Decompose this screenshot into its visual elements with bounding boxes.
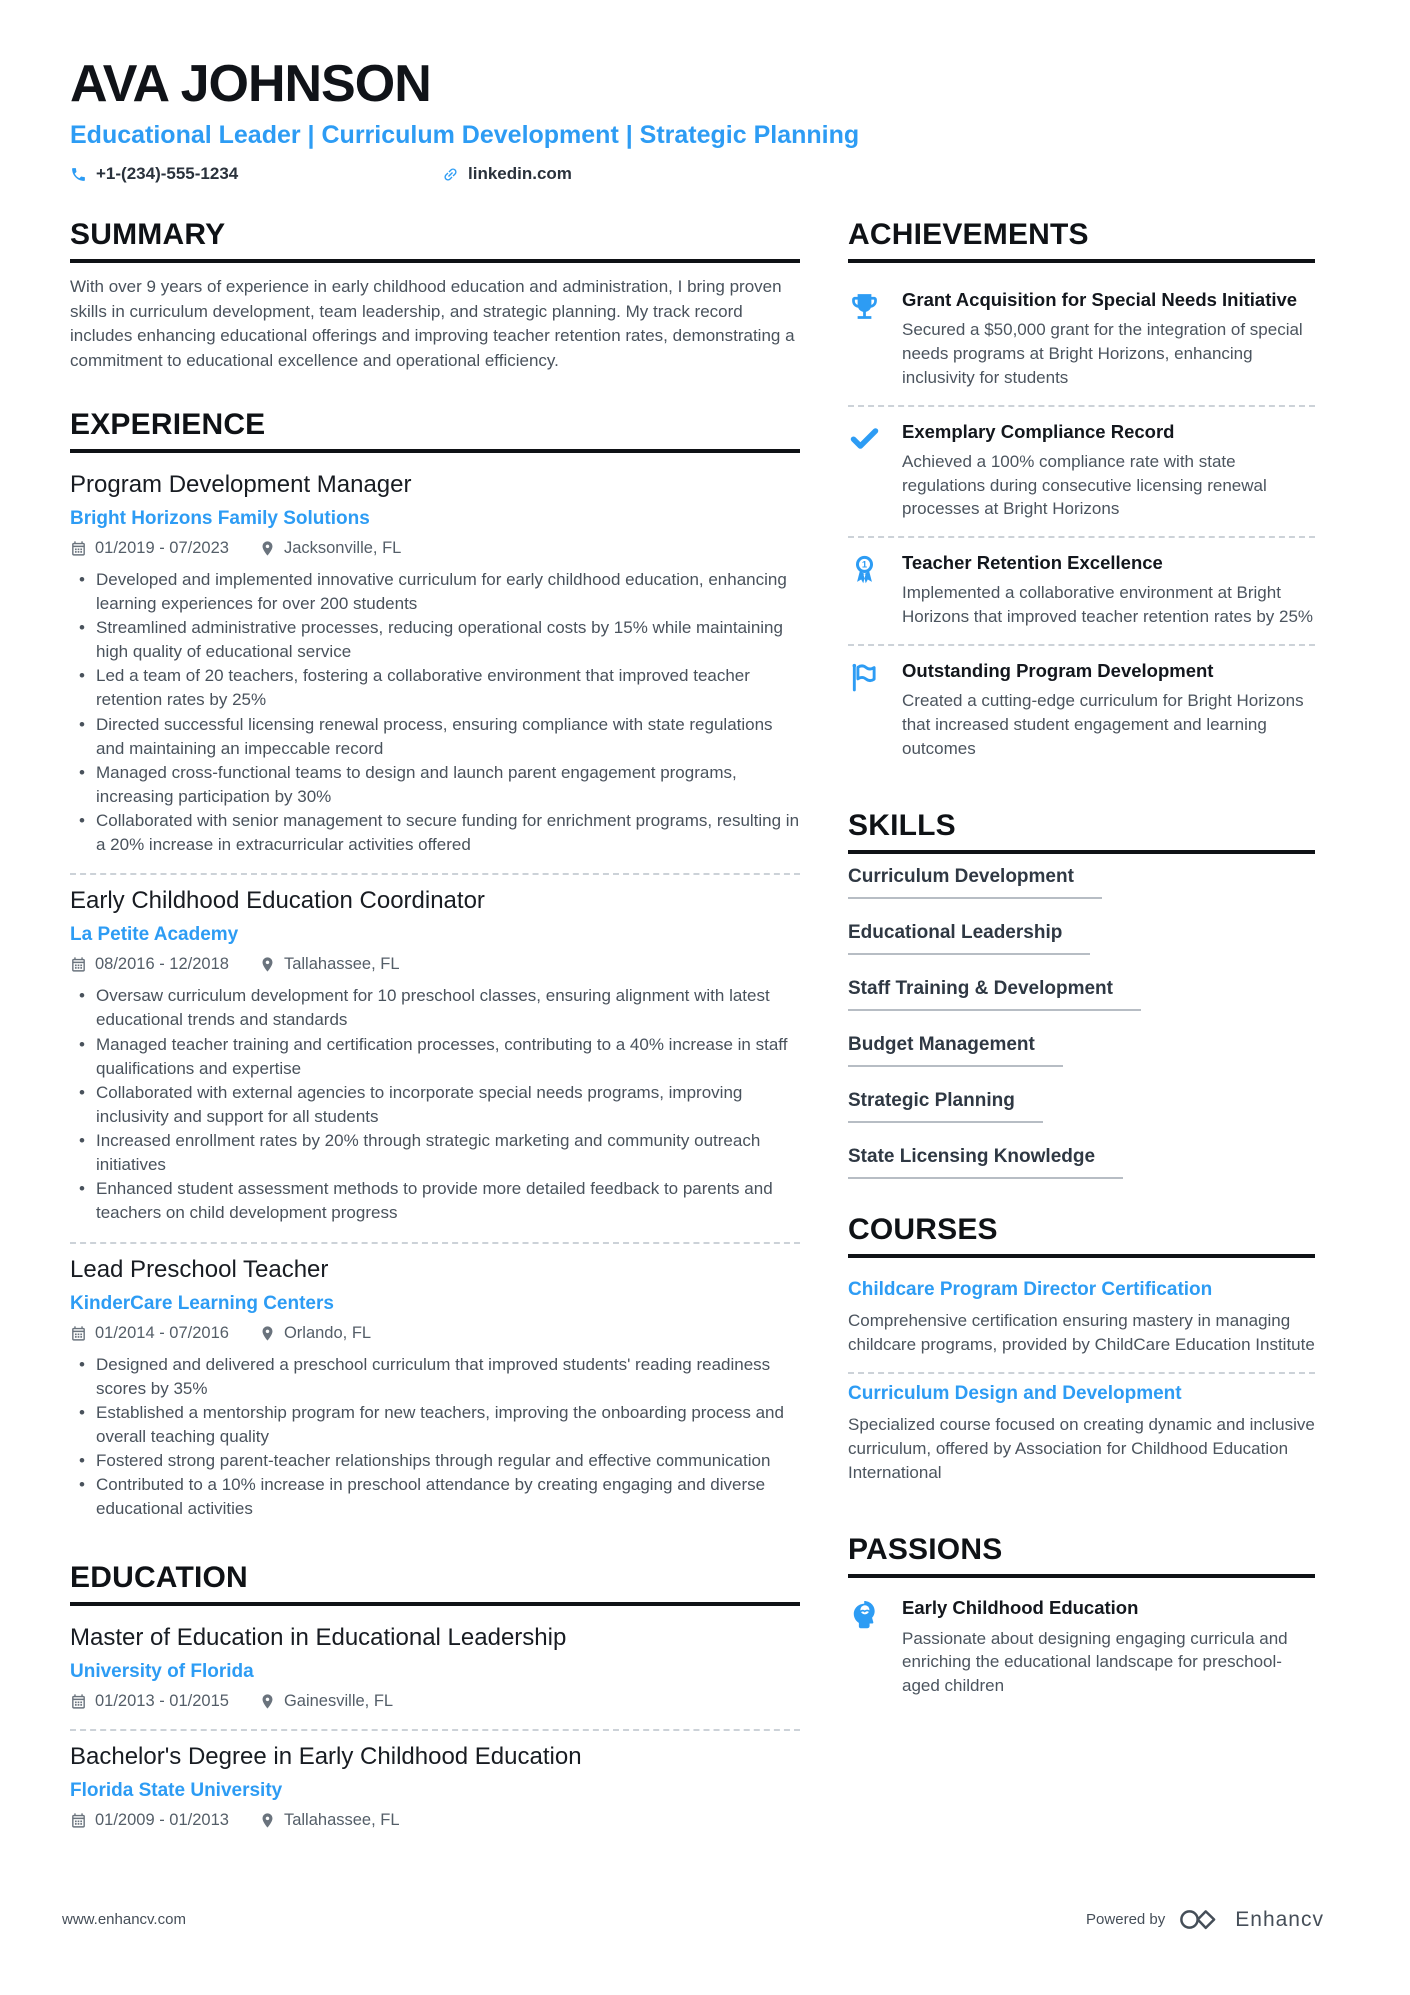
degree-location [259, 1811, 400, 1830]
powered-by-label: Powered by [1086, 1911, 1166, 1928]
achievement-item [848, 407, 1315, 539]
passions-heading: PASSIONS [848, 1533, 1315, 1578]
medal-icon [848, 551, 884, 629]
location-icon [259, 540, 276, 557]
experience-heading: EXPERIENCE [70, 408, 800, 453]
degree-location-text: Gainesville, FL [283, 1692, 394, 1711]
job-meta [70, 1324, 800, 1343]
achievements-section [848, 218, 1315, 775]
job-bullet: • Oversaw curriculum development for 10 preschool classes, ensuring alignment with latest educational trends and standards [70, 984, 800, 1032]
calendar-icon [70, 956, 87, 973]
job-location [259, 955, 400, 974]
calendar-icon [70, 1812, 87, 1829]
job-bullet: • Contributed to a 10% increase in preschool attendance by creating engaging and diverse educational activities [70, 1473, 800, 1521]
passion-body [902, 1596, 1315, 1698]
skills-section [848, 809, 1315, 1179]
course-title: Childcare Program Director Certification [848, 1279, 1213, 1301]
experience-section [70, 408, 800, 1528]
location-icon [259, 1812, 276, 1829]
candidate-title: Educational Leader | Curriculum Development | Strategic Planning [70, 121, 860, 150]
powered-by-enhancv[interactable] [1086, 1906, 1324, 1933]
job-bullets [70, 984, 800, 1225]
enhancv-brand-name: Enhancv [1235, 1907, 1324, 1931]
job-location-text: Orlando, FL [283, 1323, 372, 1342]
job-entry [70, 875, 800, 1243]
degree-dates [70, 1811, 229, 1830]
job-bullet: • Managed cross-functional teams to design and launch parent engagement programs, increasing participation by 30% [70, 761, 800, 809]
job-location [259, 539, 401, 558]
calendar-icon [70, 1325, 87, 1342]
degree-title: Master of Education in Educational Leadership [70, 1624, 567, 1652]
trophy-icon [848, 288, 884, 390]
achievement-title: Outstanding Program Development [902, 659, 1214, 681]
course-item [848, 1374, 1315, 1499]
job-bullet: • Collaborated with external agencies to incorporate special needs programs, improving inclusivity and support for all students [70, 1081, 800, 1129]
achievement-body [902, 659, 1315, 761]
resume-header [0, 0, 1410, 184]
skill-item: Staff Training & Development [848, 978, 1141, 1011]
job-bullet: • Managed teacher training and certification processes, contributing to a 40% increase in staff qualifications and expertise [70, 1033, 800, 1081]
degree-school: Florida State University [70, 1780, 283, 1802]
skill-item: State Licensing Knowledge [848, 1146, 1123, 1179]
degree-dates-text: 01/2013 - 01/2015 [95, 1692, 229, 1711]
enhancv-logo [1179, 1906, 1221, 1933]
skill-item: Curriculum Development [848, 866, 1102, 899]
passion-title: Early Childhood Education [902, 1597, 1139, 1619]
candidate-name: AVA JOHNSON [70, 55, 431, 113]
job-bullet: • Led a team of 20 teachers, fostering a collaborative environment that improved teacher retention rates by 25% [70, 664, 800, 712]
skill-item: Educational Leadership [848, 922, 1090, 955]
job-bullet: • Streamlined administrative processes, reducing operational costs by 15% while maintaining high quality of educational service [70, 616, 800, 664]
job-title: Program Development Manager [70, 470, 412, 498]
linkedin-text: linkedin.com [468, 164, 572, 184]
head-icon [848, 1596, 884, 1698]
degree-location [259, 1692, 393, 1711]
summary-heading: SUMMARY [70, 218, 800, 263]
job-bullet: • Fostered strong parent-teacher relationships through regular and effective communication [70, 1449, 800, 1473]
degree-meta [70, 1692, 800, 1711]
phone-number: +1-(234)-555-1234 [96, 164, 239, 184]
degree-school: University of Florida [70, 1661, 254, 1683]
course-title: Curriculum Design and Development [848, 1383, 1182, 1405]
passions-section [848, 1533, 1315, 1713]
achievement-body [902, 288, 1315, 390]
job-bullet: • Designed and delivered a preschool curriculum that improved students' reading readiness scores by 35% [70, 1353, 800, 1401]
job-entry [70, 1244, 800, 1528]
job-location-text: Jacksonville, FL [283, 538, 402, 557]
degree-entry [70, 1731, 800, 1838]
phone-contact[interactable] [70, 164, 442, 184]
check-icon [848, 420, 884, 522]
calendar-icon [70, 1693, 87, 1710]
course-description: Specialized course focused on creating dynamic and inclusive curriculum, offered by Association for Childhood Education International [848, 1415, 1315, 1482]
achievement-item [848, 275, 1315, 407]
education-section [70, 1561, 800, 1838]
job-company: KinderCare Learning Centers [70, 1292, 334, 1314]
job-company: La Petite Academy [70, 924, 239, 946]
achievement-body [902, 420, 1315, 522]
summary-section [70, 218, 800, 374]
job-bullet: • Developed and implemented innovative curriculum for early childhood education, enhancing learning experiences for over 200 students [70, 568, 800, 616]
achievement-description: Implemented a collaborative environment at Bright Horizons that improved teacher retention rates by 25% [902, 583, 1314, 627]
skill-item: Strategic Planning [848, 1090, 1043, 1123]
page-footer [62, 1906, 1324, 1933]
job-entry [70, 465, 800, 876]
left-column [70, 184, 800, 1838]
degree-entry [70, 1618, 800, 1731]
job-dates-text: 01/2019 - 07/2023 [95, 538, 229, 557]
location-icon [259, 1693, 276, 1710]
job-bullets [70, 568, 800, 858]
achievement-description: Created a cutting-edge curriculum for Bright Horizons that increased student engagement and learning outcomes [902, 691, 1304, 758]
job-location [259, 1324, 371, 1343]
job-dates [70, 1324, 229, 1343]
job-dates [70, 955, 229, 974]
job-dates [70, 539, 229, 558]
degree-dates-text: 01/2009 - 01/2013 [95, 1811, 229, 1830]
skill-item: Budget Management [848, 1034, 1063, 1067]
achievement-body [902, 551, 1315, 629]
achievement-title: Grant Acquisition for Special Needs Initiative [902, 289, 1298, 311]
job-bullet: • Established a mentorship program for new teachers, improving the onboarding process and overall teaching quality [70, 1401, 800, 1449]
education-heading: EDUCATION [70, 1561, 800, 1606]
enhancv-site-link[interactable]: www.enhancv.com [62, 1911, 186, 1928]
flag-icon [848, 659, 884, 761]
job-bullet: • Collaborated with senior management to secure funding for enrichment programs, resulting in a 20% increase in extracurricular activities offered [70, 809, 800, 857]
location-icon [259, 956, 276, 973]
job-title: Early Childhood Education Coordinator [70, 887, 485, 915]
degree-meta [70, 1811, 800, 1830]
linkedin-contact[interactable] [442, 164, 572, 184]
job-location-text: Tallahassee, FL [283, 955, 400, 974]
passion-description: Passionate about designing engaging curricula and enriching the educational landscape for preschool-aged children [902, 1628, 1288, 1696]
svg-text:1: 1 [861, 559, 868, 570]
achievement-title: Exemplary Compliance Record [902, 420, 1175, 442]
job-bullet: • Increased enrollment rates by 20% through strategic marketing and community outreach initiatives [70, 1129, 800, 1177]
achievement-description: Achieved a 100% compliance rate with state regulations during consecutive licensing renewal processes at Bright Horizons [902, 451, 1267, 519]
passion-item [848, 1590, 1315, 1713]
phone-icon [70, 166, 87, 183]
job-bullet: • Enhanced student assessment methods to provide more detailed feedback to parents and teachers on child development progress [70, 1177, 800, 1225]
contact-row [70, 164, 1315, 184]
degree-dates [70, 1692, 229, 1711]
job-meta [70, 955, 800, 974]
achievement-item [848, 646, 1315, 776]
job-company: Bright Horizons Family Solutions [70, 507, 370, 529]
courses-section [848, 1213, 1315, 1499]
location-icon [259, 1325, 276, 1342]
right-column [848, 184, 1315, 1838]
achievement-title: Teacher Retention Excellence [902, 552, 1163, 574]
achievements-heading: ACHIEVEMENTS [848, 218, 1315, 263]
achievement-description: Secured a $50,000 grant for the integration of special needs programs at Bright Horizons, enhancing inclusivity for students [902, 320, 1303, 387]
course-item [848, 1270, 1315, 1374]
job-dates-text: 08/2016 - 12/2018 [95, 955, 229, 974]
degree-title: Bachelor's Degree in Early Childhood Education [70, 1743, 582, 1771]
courses-heading: COURSES [848, 1213, 1315, 1258]
job-bullets [70, 1353, 800, 1522]
job-meta [70, 539, 800, 558]
link-icon [442, 166, 459, 183]
content-columns [0, 184, 1410, 1838]
job-bullet: • Directed successful licensing renewal process, ensuring compliance with state regulations and maintaining an impeccable record [70, 713, 800, 761]
degree-location-text: Tallahassee, FL [283, 1811, 400, 1830]
job-title: Lead Preschool Teacher [70, 1255, 329, 1283]
calendar-icon [70, 540, 87, 557]
skills-heading: SKILLS [848, 809, 1315, 854]
course-description: Comprehensive certification ensuring mastery in managing childcare programs, provided by ChildCare Education Institute [848, 1311, 1315, 1355]
achievement-item [848, 538, 1315, 646]
summary-text: With over 9 years of experience in early childhood education and administration, I bring proven skills in curriculum development, team leadership, and strategic planning. My track record includes enhancing educational offerings and improving teacher retention rates, demonstrating a commitment to educational excellence and operational efficiency. [70, 277, 795, 371]
job-dates-text: 01/2014 - 07/2016 [95, 1323, 229, 1342]
